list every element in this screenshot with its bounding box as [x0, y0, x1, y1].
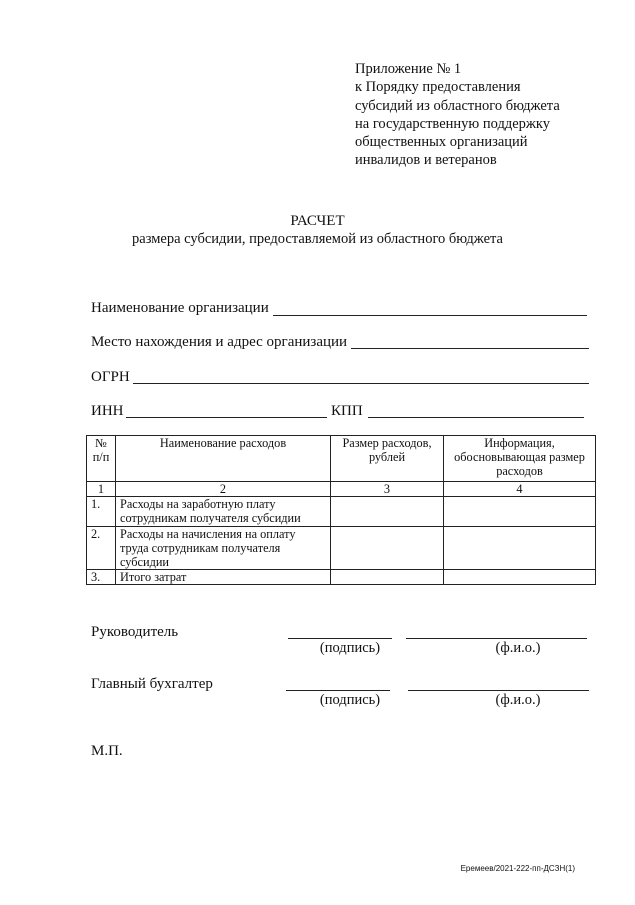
address-label: Место нахождения и адрес организации — [91, 334, 348, 350]
address-line[interactable] — [351, 348, 589, 349]
column-number-row — [87, 482, 596, 497]
column-number: 1 — [87, 482, 116, 497]
col-header-expense-name: Наименование расходов — [116, 436, 331, 482]
org-name-line[interactable] — [273, 315, 587, 316]
row-number: 3. — [87, 570, 116, 585]
inn-line[interactable] — [126, 417, 327, 418]
amount-cell[interactable] — [331, 497, 444, 526]
appendix-line: к Порядку предоставления — [355, 79, 521, 96]
head-name-line[interactable] — [406, 638, 587, 639]
expense-name: Расходы на заработную плату сотрудникам получателя субсидии — [116, 497, 331, 526]
head-name-caption: (ф.и.о.) — [495, 640, 541, 656]
kpp-label: КПП — [331, 403, 363, 419]
column-number: 2 — [116, 482, 331, 497]
row-number: 1. — [87, 497, 116, 526]
head-label: Руководитель — [91, 624, 179, 640]
accountant-name-line[interactable] — [408, 690, 589, 691]
expense-name: Итого затрат — [116, 570, 331, 585]
appendix-line: на государственную поддержку — [355, 115, 550, 132]
column-number: 3 — [331, 482, 444, 497]
head-signature-caption: (подпись) — [319, 640, 381, 656]
amount-cell[interactable] — [331, 526, 444, 570]
table-header-row — [87, 436, 596, 482]
appendix-line: субсидий из областного бюджета — [355, 97, 560, 114]
justification-cell[interactable] — [444, 497, 596, 526]
accountant-signature-caption: (подпись) — [319, 692, 381, 708]
accountant-signature-line[interactable] — [286, 690, 390, 691]
column-number: 4 — [444, 482, 596, 497]
justification-cell[interactable] — [444, 570, 596, 585]
document-subtitle: размера субсидии, предоставляемой из областного бюджета — [132, 231, 503, 247]
justification-cell[interactable] — [444, 526, 596, 570]
stamp-place-label: М.П. — [91, 743, 123, 759]
table-row — [87, 570, 596, 585]
accountant-name-caption: (ф.и.о.) — [495, 692, 541, 708]
accountant-label: Главный бухгалтер — [91, 676, 213, 692]
col-header-number: № п/п — [87, 436, 116, 482]
document-title: РАСЧЕТ — [290, 213, 345, 229]
expense-table — [86, 435, 596, 585]
row-number: 2. — [87, 526, 116, 570]
table-row — [87, 526, 596, 570]
appendix-line: инвалидов и ветеранов — [355, 152, 497, 169]
table-row — [87, 497, 596, 526]
appendix-line: общественных организаций — [355, 134, 528, 151]
amount-cell[interactable] — [331, 570, 444, 585]
ogrn-label: ОГРН — [91, 369, 130, 385]
org-name-label: Наименование организации — [91, 300, 269, 316]
col-header-justification: Информация, обосновывающая размер расходов — [444, 436, 596, 482]
ogrn-line[interactable] — [133, 383, 589, 384]
col-header-amount: Размер расходов, рублей — [331, 436, 444, 482]
head-signature-line[interactable] — [288, 638, 392, 639]
inn-label: ИНН — [91, 403, 124, 419]
kpp-line[interactable] — [368, 417, 584, 418]
appendix-note — [355, 60, 560, 170]
expense-name: Расходы на начисления на оплату труда сотрудникам получателя субсидии — [116, 526, 331, 570]
appendix-line: Приложение № 1 — [355, 61, 462, 77]
footer-reference: Еремеев/2021-222-пп-ДСЗН(1) — [460, 864, 575, 873]
